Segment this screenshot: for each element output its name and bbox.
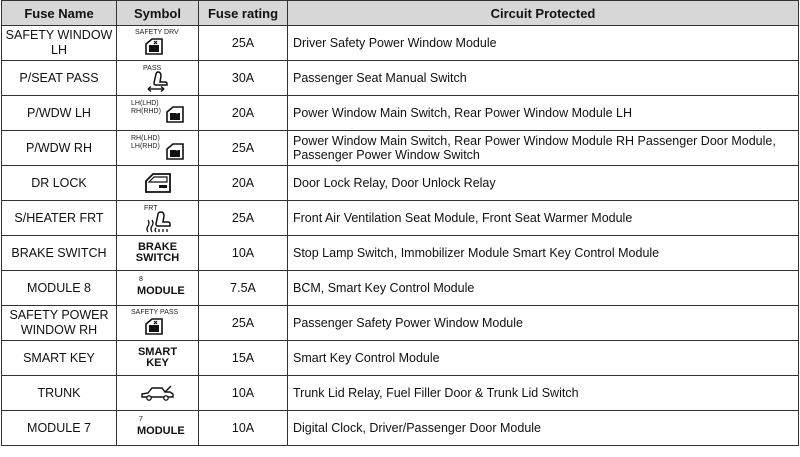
- table-row: [2, 26, 799, 61]
- symbol-text-line-2: KEY: [146, 357, 169, 369]
- fuse-name: SAFETY POWER WINDOW RH: [2, 306, 117, 341]
- circuit-protected: BCM, Smart Key Control Module: [288, 271, 799, 306]
- header-fuse-name: Fuse Name: [2, 1, 117, 26]
- seat-heater-icon: [145, 211, 171, 233]
- symbol-caption: PASS: [143, 65, 162, 72]
- fuse-rating: 15A: [199, 341, 288, 376]
- fuse-rating: 10A: [199, 236, 288, 271]
- fuse-rating: 10A: [199, 376, 288, 411]
- symbol-cell: [117, 96, 199, 131]
- fuse-rating: 10A: [199, 411, 288, 446]
- fuse-table: [1, 0, 799, 446]
- safety-window-icon: [144, 37, 164, 56]
- circuit-protected: Door Lock Relay, Door Unlock Relay: [288, 166, 799, 201]
- symbol-number: 8: [139, 276, 143, 283]
- circuit-protected: Power Window Main Switch, Rear Power Window Module LH: [288, 96, 799, 131]
- circuit-protected: Stop Lamp Switch, Immobilizer Module Smart Key Control Module: [288, 236, 799, 271]
- table-row: [2, 341, 799, 376]
- table-row: [2, 166, 799, 201]
- fuse-rating: 20A: [199, 96, 288, 131]
- fuse-name: S/HEATER FRT: [2, 201, 117, 236]
- symbol-cell: [117, 411, 199, 446]
- symbol-cell: [117, 236, 199, 271]
- header-fuse-rating: Fuse rating: [199, 1, 288, 26]
- symbol-cell: [117, 201, 199, 236]
- door-lock-icon: [144, 172, 172, 194]
- fuse-name: BRAKE SWITCH: [2, 236, 117, 271]
- table-row: [2, 411, 799, 446]
- fuse-name: P/SEAT PASS: [2, 61, 117, 96]
- fuse-name: MODULE 8: [2, 271, 117, 306]
- circuit-protected: Digital Clock, Driver/Passenger Door Module: [288, 411, 799, 446]
- symbol-caption: FRT: [144, 205, 158, 212]
- table-row: [2, 236, 799, 271]
- symbol-caption-2: LH(RHD): [131, 143, 160, 150]
- table-row: [2, 61, 799, 96]
- fuse-name: TRUNK: [2, 376, 117, 411]
- table-row: [2, 201, 799, 236]
- power-window-icon: [165, 105, 185, 124]
- symbol-text-line-2: SWITCH: [135, 252, 180, 264]
- symbol-cell: [117, 271, 199, 306]
- symbol-number: 7: [139, 416, 143, 423]
- symbol-cell: [117, 131, 199, 166]
- fuse-name: P/WDW RH: [2, 131, 117, 166]
- table-row: [2, 131, 799, 166]
- circuit-protected: Power Window Main Switch, Rear Power Window Module RH Passenger Door Module, Passenger Power Window Switch: [288, 131, 799, 166]
- symbol-text: MODULE: [137, 425, 185, 437]
- header-symbol: Symbol: [117, 1, 199, 26]
- symbol-cell: [117, 306, 199, 341]
- fuse-name: SAFETY WINDOW LH: [2, 26, 117, 61]
- power-window-icon: [165, 142, 185, 161]
- symbol-cell: [117, 166, 199, 201]
- symbol-text: MODULE: [137, 285, 185, 297]
- fuse-name: DR LOCK: [2, 166, 117, 201]
- symbol-caption: SAFETY DRV: [135, 29, 179, 36]
- fuse-rating: 30A: [199, 61, 288, 96]
- symbol-caption: SAFETY PASS: [131, 309, 179, 316]
- fuse-name: SMART KEY: [2, 341, 117, 376]
- symbol-cell: [117, 26, 199, 61]
- circuit-protected: Passenger Safety Power Window Module: [288, 306, 799, 341]
- fuse-rating: 25A: [199, 26, 288, 61]
- fuse-rating: 20A: [199, 166, 288, 201]
- table-row: [2, 376, 799, 411]
- fuse-name: MODULE 7: [2, 411, 117, 446]
- fuse-rating: 25A: [199, 306, 288, 341]
- table-row: [2, 271, 799, 306]
- fuse-rating: 25A: [199, 201, 288, 236]
- symbol-cell: [117, 341, 199, 376]
- symbol-caption-1: LH(LHD): [131, 100, 159, 107]
- symbol-text-line-1: BRAKE: [137, 241, 178, 253]
- circuit-protected: Driver Safety Power Window Module: [288, 26, 799, 61]
- circuit-protected: Front Air Ventilation Seat Module, Front Seat Warmer Module: [288, 201, 799, 236]
- fuse-rating: 7.5A: [199, 271, 288, 306]
- symbol-caption-2: RH(RHD): [131, 108, 161, 115]
- seat-icon: [144, 71, 170, 93]
- symbol-cell: [117, 376, 199, 411]
- trunk-icon: [140, 384, 176, 402]
- fuse-rating: 25A: [199, 131, 288, 166]
- fuse-name: P/WDW LH: [2, 96, 117, 131]
- header-circuit: Circuit Protected: [288, 1, 799, 26]
- circuit-protected: Passenger Seat Manual Switch: [288, 61, 799, 96]
- table-row: [2, 306, 799, 341]
- table-row: [2, 96, 799, 131]
- circuit-protected: Trunk Lid Relay, Fuel Filler Door & Trunk Lid Switch: [288, 376, 799, 411]
- header-row: [2, 1, 799, 26]
- symbol-text-line-1: SMART: [137, 346, 178, 358]
- symbol-cell: [117, 61, 199, 96]
- safety-window-icon: [144, 317, 164, 336]
- symbol-caption-1: RH(LHD): [131, 135, 160, 142]
- circuit-protected: Smart Key Control Module: [288, 341, 799, 376]
